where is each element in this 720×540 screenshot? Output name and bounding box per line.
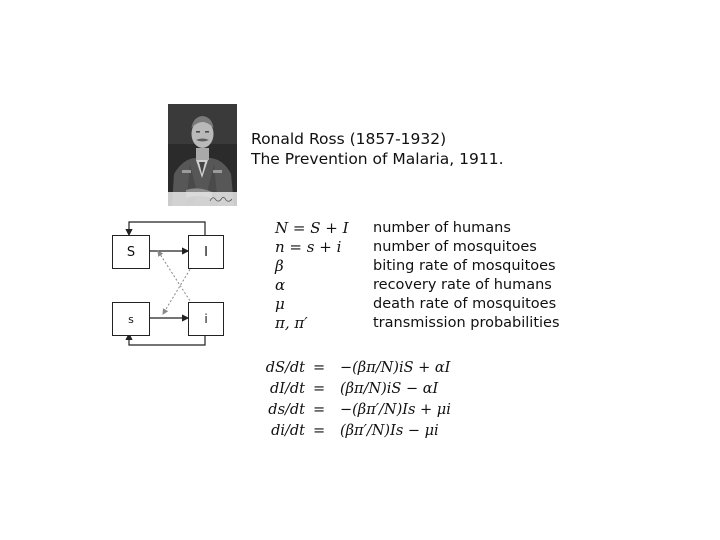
equation-equals: = <box>313 360 326 376</box>
definition-symbol: α <box>275 276 286 294</box>
equation-lhs: dI/dt <box>269 381 305 397</box>
definition-description: number of humans <box>373 220 511 236</box>
box-susceptible-mosquitoes <box>112 302 150 336</box>
compartment-diagram <box>108 218 233 350</box>
recovery-loop-line <box>129 222 205 235</box>
title-line-2: The Prevention of Malaria, 1911. <box>251 150 504 168</box>
portrait-photo <box>168 104 237 206</box>
definition-symbol: n = s + i <box>275 238 342 256</box>
box-label-S: S <box>126 244 136 260</box>
definition-symbol: π, π′ <box>275 314 308 332</box>
equation-rhs: (βπ′/N)Is − μi <box>340 423 439 439</box>
equation-lhs: di/dt <box>271 423 305 439</box>
equation-equals: = <box>313 402 326 418</box>
title-line-1: Ronald Ross (1857-1932) <box>251 130 447 148</box>
equation-equals: = <box>313 381 326 397</box>
equation-rhs: (βπ/N)iS − αI <box>340 381 439 397</box>
title-block <box>251 129 504 169</box>
box-label-I: I <box>204 244 208 260</box>
box-susceptible-humans <box>112 235 150 269</box>
definition-description: recovery rate of humans <box>373 277 552 293</box>
definition-description: biting rate of mosquitoes <box>373 258 556 274</box>
definition-description: number of mosquitoes <box>373 239 537 255</box>
definition-symbol: N = S + I <box>275 219 349 237</box>
equation-equals: = <box>313 423 326 439</box>
equation-rhs: −(βπ′/N)Is + μi <box>340 402 451 418</box>
definition-description: death rate of mosquitoes <box>373 296 557 312</box>
box-infected-humans <box>188 235 224 269</box>
equation-lhs: ds/dt <box>268 402 305 418</box>
equation-lhs: dS/dt <box>265 360 305 376</box>
definition-symbol: μ <box>275 295 285 313</box>
equation-rhs: −(βπ/N)iS + αI <box>340 360 451 376</box>
definition-description: transmission probabilities <box>373 315 560 331</box>
dashed-cross-i-to-S <box>158 251 192 304</box>
box-label-i: i <box>204 312 208 326</box>
definition-symbol: β <box>275 257 284 275</box>
box-infected-mosquitoes <box>188 302 224 336</box>
box-label-s: s <box>128 312 134 326</box>
